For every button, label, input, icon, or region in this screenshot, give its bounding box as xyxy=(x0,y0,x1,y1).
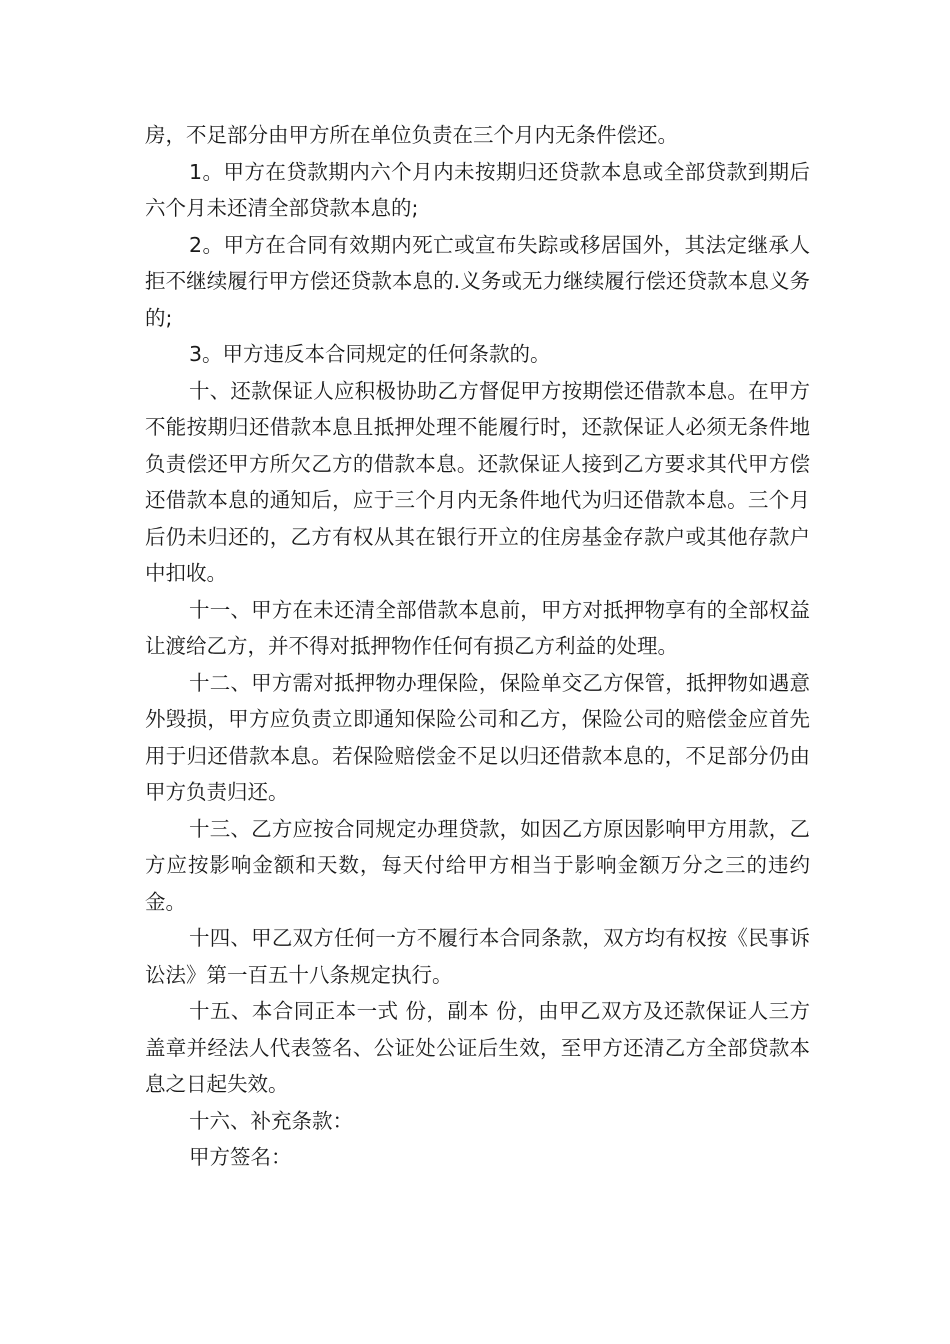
paragraph-clause-11: 十一、甲方在未还清全部借款本息前，甲方对抵押物享有的全部权益让渡给乙方，并不得对抵押物作任何有损乙方利益的处理。 xyxy=(145,597,810,658)
paragraph-item-3: 3。甲方违反本合同规定的任何条款的。 xyxy=(189,342,551,366)
paragraph-clause-13: 十三、乙方应按合同规定办理贷款，如因乙方原因影响甲方用款，乙方应按影响金额和天数，每天付给甲方相当于影响金额万分之三的违约金。 xyxy=(145,816,810,914)
paragraph-continuation: 房，不足部分由甲方所在单位负责在三个月内无条件偿还。 xyxy=(145,123,678,147)
paragraph-item-1: 1。甲方在贷款期内六个月内未按期归还贷款本息或全部贷款到期后六个月未还清全部贷款本息的; xyxy=(145,159,810,220)
paragraph-clause-15: 十五、本合同正本一式 份，副本 份，由甲乙双方及还款保证人三方盖章并经法人代表签名、公证处公证后生效，至甲方还清乙方全部贷款本息之日起失效。 xyxy=(145,999,810,1096)
paragraph-clause-14: 十四、甲乙双方任何一方不履行本合同条款，双方均有权按《民事诉讼法》第一百五十八条规定执行。 xyxy=(145,926,810,987)
document-page xyxy=(145,117,810,1176)
paragraph-item-2: 2。甲方在合同有效期内死亡或宣布失踪或移居国外，其法定继承人拒不继续履行甲方偿还贷款本息的.义务或无力继续履行偿还贷款本息义务的; xyxy=(145,232,810,330)
paragraph-clause-16: 十六、补充条款： xyxy=(189,1108,353,1133)
paragraph-clause-10: 十、还款保证人应积极协助乙方督促甲方按期偿还借款本息。在甲方不能按期归还借款本息且抵押处理不能履行时，还款保证人必须无条件地负责偿还甲方所欠乙方的借款本息。还款保证人接到乙方要求其代甲方偿还借款本息的通知后，应于三个月内无条件地代为归还借款本息。三个月后仍未归还的，乙方有权从其在银行开立的住房基金存款户或其他存款户中扣收。 xyxy=(145,378,810,585)
signature-line-party-a: 甲方签名： xyxy=(189,1145,292,1169)
paragraph-clause-12: 十二、甲方需对抵押物办理保险，保险单交乙方保管，抵押物如遇意外毁损，甲方应负责立即通知保险公司和乙方，保险公司的赔偿金应首先用于归还借款本息。若保险赔偿金不足以归还借款本息的，不足部分仍由甲方负责归还。 xyxy=(145,670,810,804)
